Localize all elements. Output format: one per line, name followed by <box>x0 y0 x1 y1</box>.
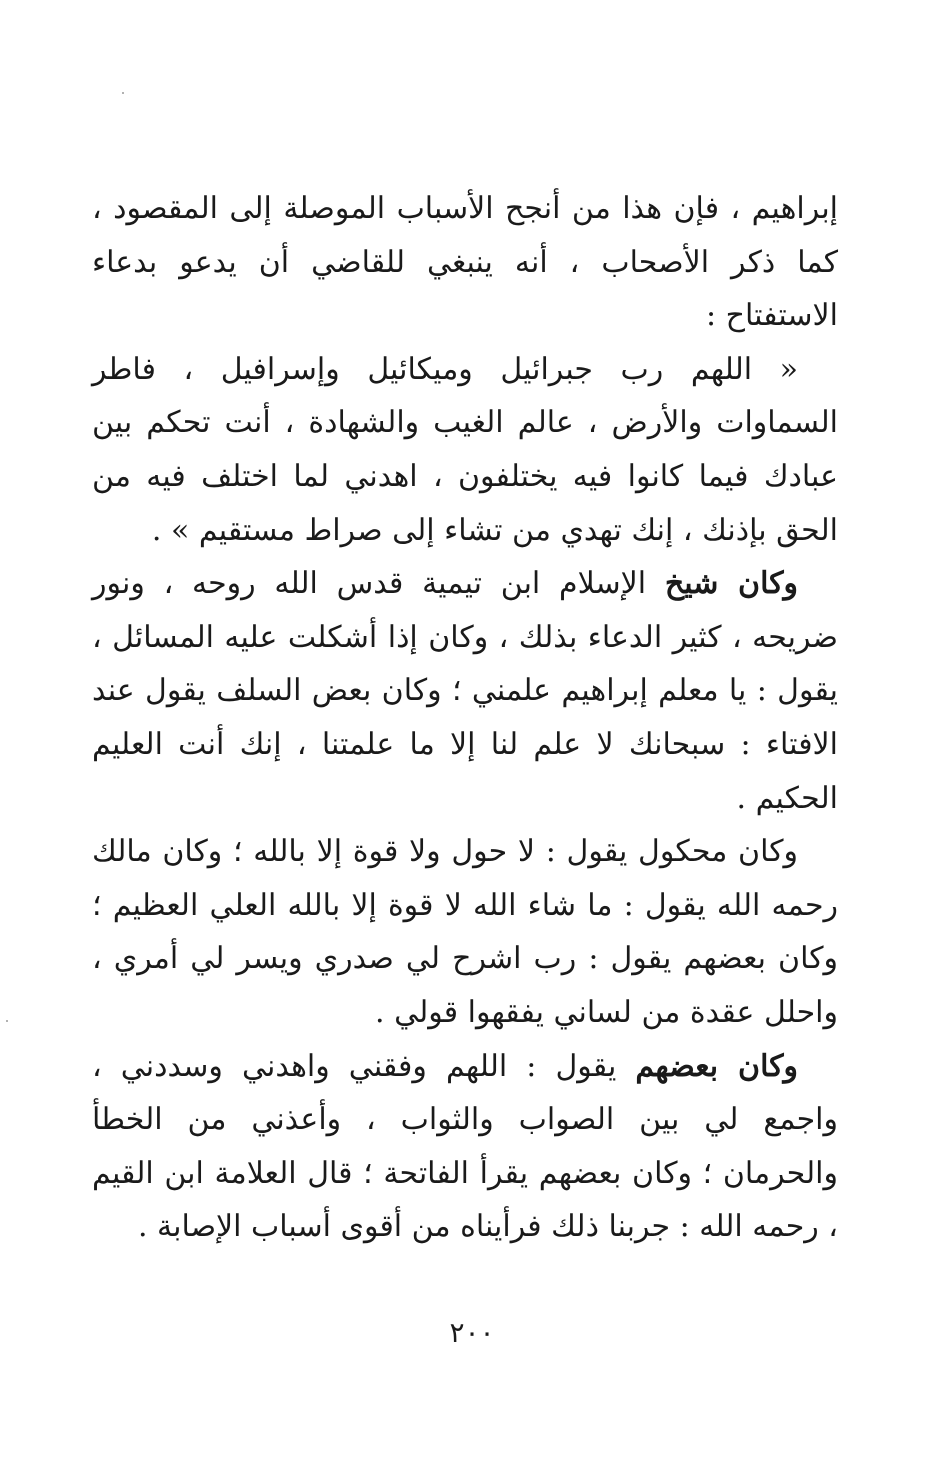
scan-speck <box>6 1020 8 1022</box>
paragraph-3 <box>92 557 838 825</box>
paragraph-3-text: الإسلام ابن تيمية قدس الله روحه ، ونور ضريحه ، كثير الدعاء بذلك ، وكان إذا أشكلت عليه المسائل ، يقول : يا معلم إبراهيم علمني ؛ وكان بعض السلف يقول عند الافتاء : سبحانك لا علم لنا إلا ما علمتنا ، إنك أنت العليم الحكيم . <box>92 566 838 816</box>
paragraph-5-lead: وكان بعضهم <box>635 1048 798 1084</box>
paragraph-2-text: « اللهم رب جبرائيل وميكائيل وإسرافيل ، فاطر السماوات والأرض ، عالم الغيب والشهادة ، أنت تحكم بين عبادك فيما كانوا فيه يختلفون ، اهدني لما اختلف فيه من الحق بإذنك ، إنك تهدي من تشاء إلى صراط مستقيم » . <box>92 351 838 548</box>
paragraph-4 <box>92 825 838 1039</box>
page-body <box>92 182 838 1254</box>
paragraph-1-text: إبراهيم ، فإن هذا من أنجح الأسباب الموصلة إلى المقصود ، كما ذكر الأصحاب ، أنه ينبغي للقاضي أن يدعو بدعاء الاستفتاح : <box>92 191 838 334</box>
paragraph-5 <box>92 1040 838 1254</box>
paragraph-1 <box>92 182 838 343</box>
paragraph-4-text: وكان محكول يقول : لا حول ولا قوة إلا بالله ؛ وكان مالك رحمه الله يقول : ما شاء الله لا قوة إلا بالله العلي العظيم ؛ وكان بعضهم يقول : رب اشرح لي صدري ويسر لي أمري ، واحلل عقدة من لساني يفقهوا قولي . <box>92 834 838 1030</box>
paragraph-2-dua <box>92 343 838 557</box>
scan-speck <box>122 92 124 94</box>
page-number: ٢٠٠ <box>449 1316 495 1349</box>
paragraph-5-text: يقول : اللهم وفقني واهدني وسددني ، واجمع لي بين الصواب والثواب ، وأعذني من الخطأ والحرمان ؛ وكان بعضهم يقرأ الفاتحة ؛ قال العلامة ابن القيم ، رحمه الله : جربنا ذلك فرأيناه من أقوى أسباب الإصابة . <box>92 1048 838 1245</box>
paragraph-3-lead: وكان شيخ <box>664 566 798 602</box>
